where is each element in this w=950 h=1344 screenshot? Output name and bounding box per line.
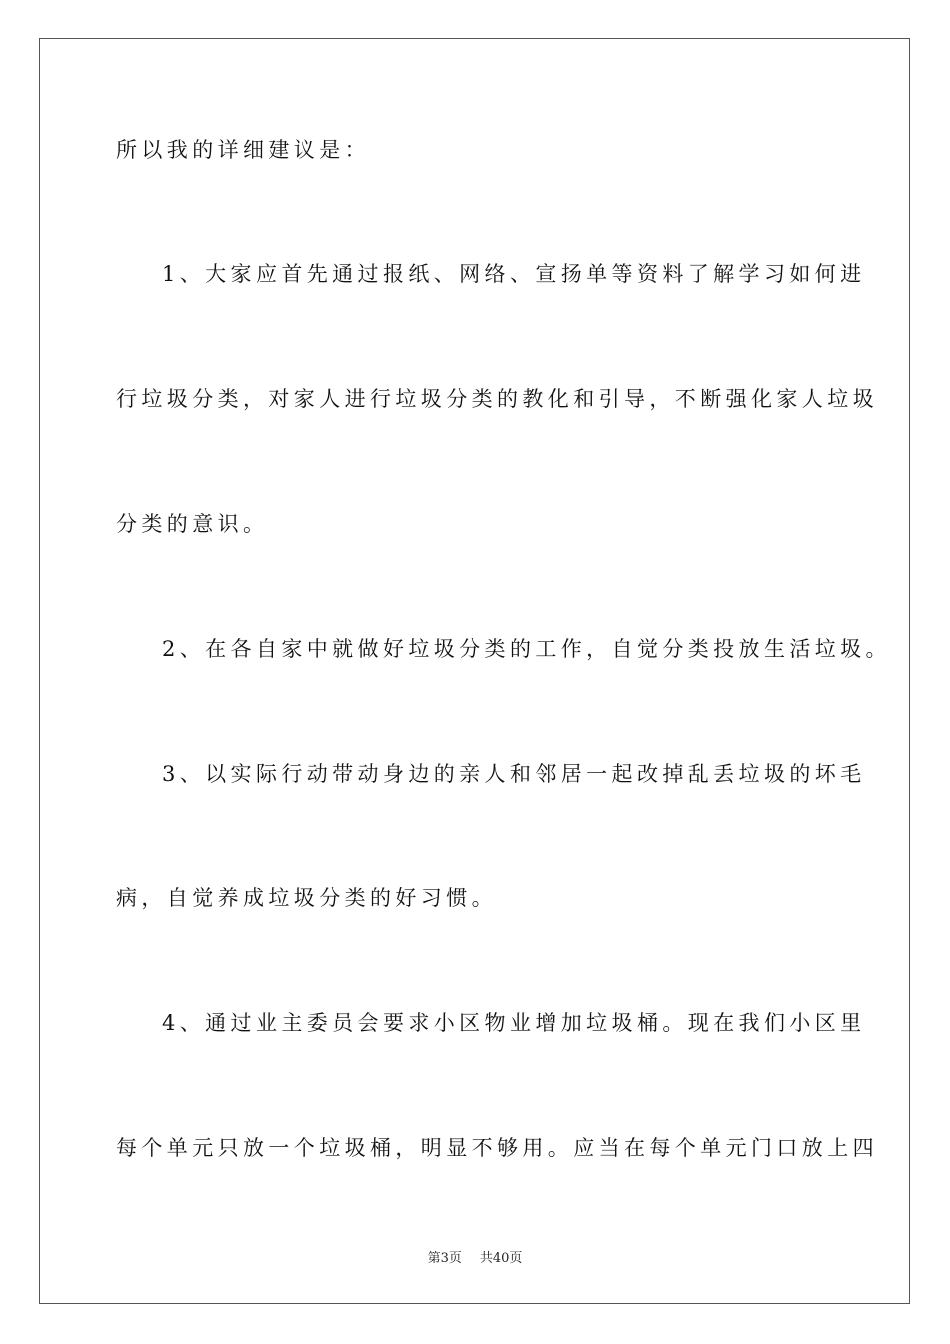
text-line-1: 所以我的详细建议是：: [116, 138, 370, 162]
page-footer: [0, 1247, 950, 1266]
page-border: [39, 38, 910, 1304]
text-line-9: 每个单元只放一个垃圾桶，明显不够用。应当在每个单元门口放上四: [116, 1136, 878, 1160]
text-line-7: 病，自觉养成垃圾分类的好习惯。: [116, 886, 497, 910]
text-line-2: 1、大家应首先通过报纸、网络、宣扬单等资料了解学习如何进: [162, 262, 866, 286]
text-line-5: 2、在各自家中就做好垃圾分类的工作，自觉分类投放生活垃圾。: [162, 637, 891, 661]
text-line-6: 3、以实际行动带动身边的亲人和邻居一起改掉乱丢垃圾的坏毛: [162, 762, 866, 786]
total-pages: 共40页: [479, 1251, 523, 1266]
text-line-3: 行垃圾分类，对家人进行垃圾分类的教化和引导，不断强化家人垃圾: [116, 387, 878, 411]
page-number: 第3页: [427, 1251, 462, 1266]
text-line-4: 分类的意识。: [116, 512, 269, 536]
text-line-8: 4、通过业主委员会要求小区物业增加垃圾桶。现在我们小区里: [162, 1011, 866, 1035]
